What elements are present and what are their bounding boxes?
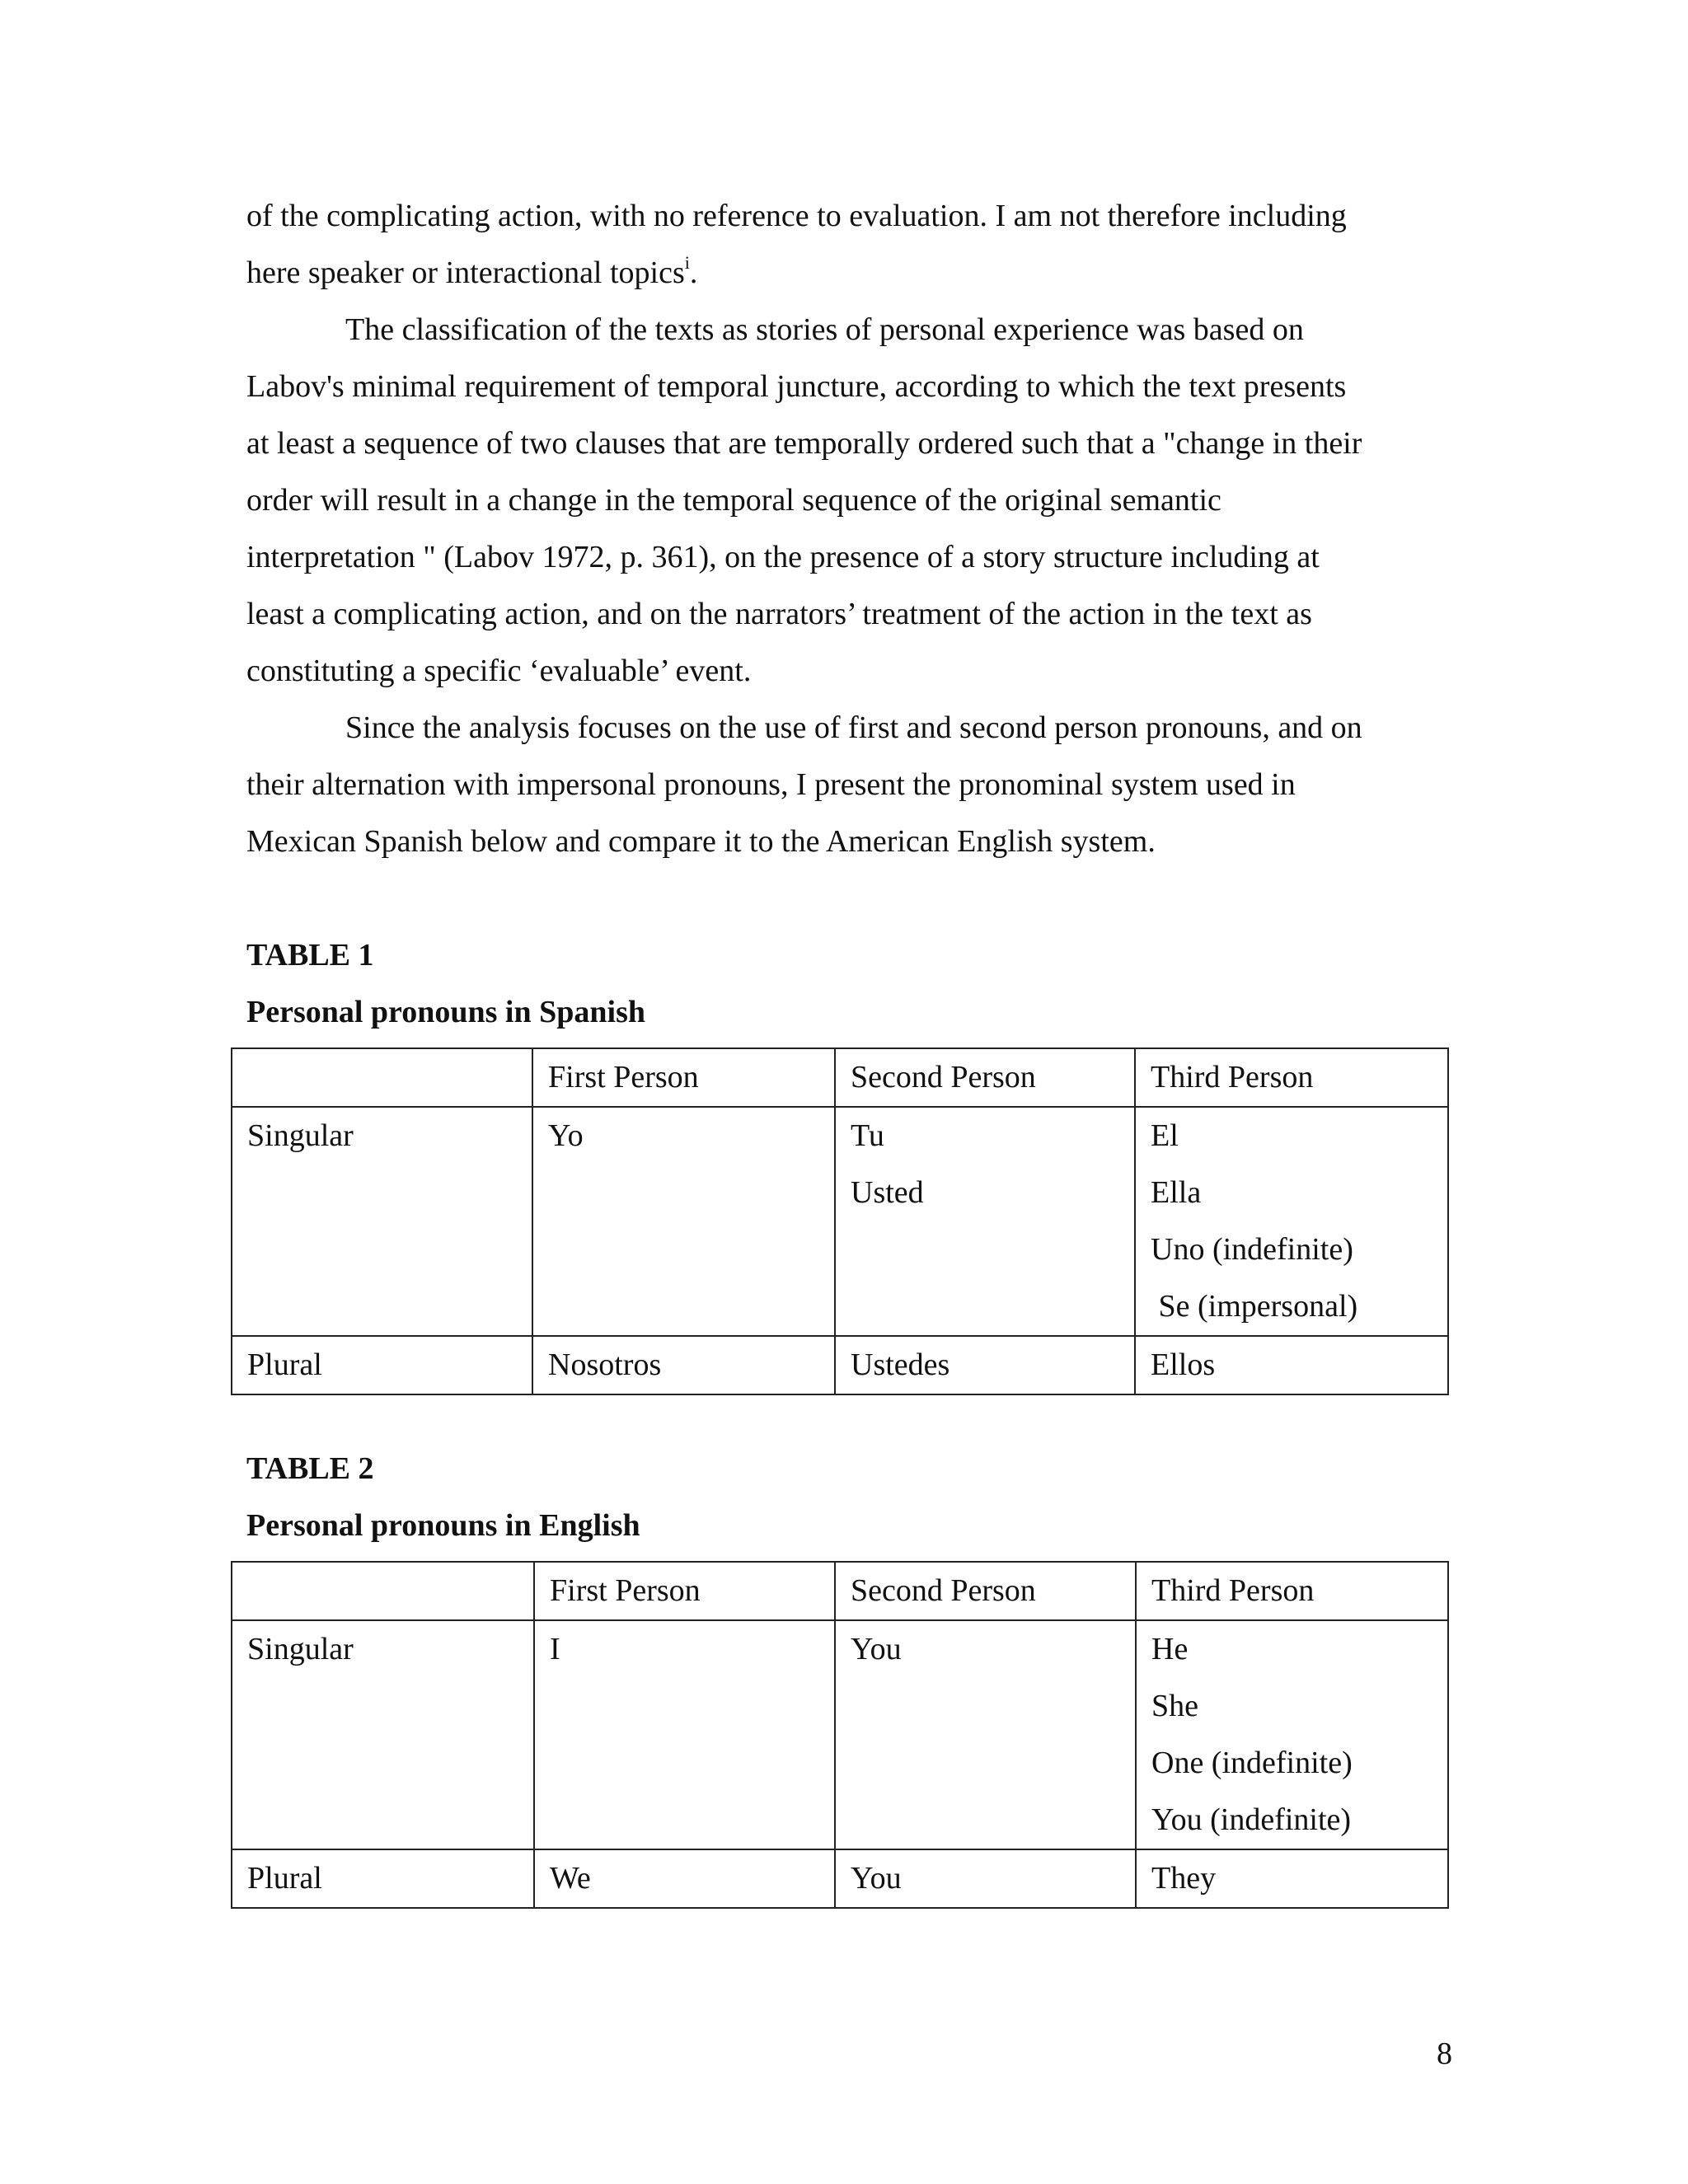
cell-line: Ellos (1151, 1347, 1216, 1382)
cell-line: You (851, 1861, 902, 1896)
footnote-marker[interactable]: i (684, 252, 690, 273)
cell-line: Tu (851, 1118, 884, 1153)
text-line: constituting a specific ‘evaluable’ event. (246, 654, 752, 688)
table1-label: TABLE 1 (246, 938, 374, 972)
cell-line: Third Person (1151, 1573, 1315, 1608)
cell-line: First Person (550, 1573, 701, 1608)
cell-line: I (550, 1632, 560, 1666)
text-line: order will result in a change in the temporal sequence of the original semantic (246, 483, 1221, 518)
table-cell (1136, 1620, 1448, 1849)
table-header-cell (1135, 1048, 1448, 1107)
cell-line: Ustedes (851, 1347, 950, 1382)
text-line: Labov's minimal requirement of temporal juncture, according to which the text presents (246, 369, 1347, 404)
cell-line: Third Person (1151, 1060, 1314, 1094)
cell-line: You (indefinite) (1151, 1802, 1352, 1837)
table-header-cell (232, 1048, 532, 1107)
text-line: least a complicating action, and on the narrators’ treatment of the action in the text as (246, 597, 1312, 631)
text-line: Since the analysis focuses on the use of first and second person pronouns, and on (345, 710, 1362, 745)
text-line: The classification of the texts as stories of personal experience was based on (345, 312, 1304, 347)
table-cell (534, 1620, 835, 1849)
text-line (246, 252, 1450, 309)
text-line: Mexican Spanish below and compare it to the American English system. (246, 824, 1156, 859)
table-header-row (232, 1048, 1448, 1107)
table-row-singular (232, 1107, 1448, 1336)
cell-line: Second Person (851, 1060, 1036, 1094)
text-line: of the complicating action, with no reference to evaluation. I am not therefore including (246, 199, 1347, 233)
table-row-plural (232, 1336, 1448, 1394)
table-header-cell (835, 1048, 1135, 1107)
cell-line: El (1151, 1118, 1179, 1153)
table2-english-pronouns (231, 1561, 1449, 1909)
table-header-cell (835, 1562, 1136, 1620)
table-cell (1135, 1107, 1448, 1336)
table1-spanish-pronouns (231, 1047, 1449, 1395)
text-span: . (689, 255, 698, 290)
row-label: Singular (247, 1118, 354, 1153)
cell-line: You (851, 1632, 902, 1666)
table-cell (534, 1849, 835, 1908)
table-cell (835, 1849, 1136, 1908)
cell-line: Yo (548, 1118, 584, 1153)
cell-line: She (1151, 1689, 1198, 1723)
cell-line: Nosotros (548, 1347, 662, 1382)
table-header-cell (1136, 1562, 1448, 1620)
cell-line: First Person (548, 1060, 699, 1094)
table-cell (532, 1336, 835, 1394)
table-row-plural (232, 1849, 1448, 1908)
row-label: Singular (247, 1632, 354, 1666)
cell-line: Ella (1151, 1175, 1202, 1210)
table-header-cell (232, 1562, 534, 1620)
table-cell (532, 1107, 835, 1336)
table-cell (232, 1849, 534, 1908)
table2-label: TABLE 2 (246, 1451, 374, 1486)
table-cell (1135, 1336, 1448, 1394)
cell-line: He (1151, 1632, 1189, 1666)
table-header-cell (534, 1562, 835, 1620)
table-cell (835, 1336, 1135, 1394)
text-line: at least a sequence of two clauses that are temporally ordered such that a "change in their (246, 426, 1362, 461)
row-label: Plural (247, 1861, 322, 1896)
cell-line: Uno (indefinite) (1151, 1232, 1353, 1267)
page-number: 8 (1437, 2036, 1452, 2071)
table-cell (835, 1620, 1136, 1849)
cell-line (247, 1049, 517, 1106)
cell-line: They (1151, 1861, 1217, 1896)
table-header-row (232, 1562, 1448, 1620)
text-line: their alternation with impersonal pronouns, I present the pronominal system used in (246, 767, 1296, 802)
table-header-cell (532, 1048, 835, 1107)
cell-line: Se (impersonal) (1151, 1289, 1358, 1324)
table-cell (1136, 1849, 1448, 1908)
cell-line: One (indefinite) (1151, 1746, 1353, 1780)
table-cell (232, 1107, 532, 1336)
body-text (246, 195, 1450, 878)
row-label: Plural (247, 1347, 322, 1382)
cell-line (247, 1563, 518, 1619)
cell-line: Second Person (851, 1573, 1036, 1608)
text-span: here speaker or interactional topics (246, 255, 685, 290)
table-cell (232, 1336, 532, 1394)
cell-line: Usted (851, 1175, 924, 1210)
text-line: interpretation " (Labov 1972, p. 361), on the presence of a story structure including at (246, 540, 1320, 574)
table1-caption: Personal pronouns in Spanish (246, 995, 645, 1029)
table-cell (232, 1620, 534, 1849)
table-row-singular (232, 1620, 1448, 1849)
table-cell (835, 1107, 1135, 1336)
table2-caption: Personal pronouns in English (246, 1508, 640, 1543)
cell-line: We (550, 1861, 591, 1896)
